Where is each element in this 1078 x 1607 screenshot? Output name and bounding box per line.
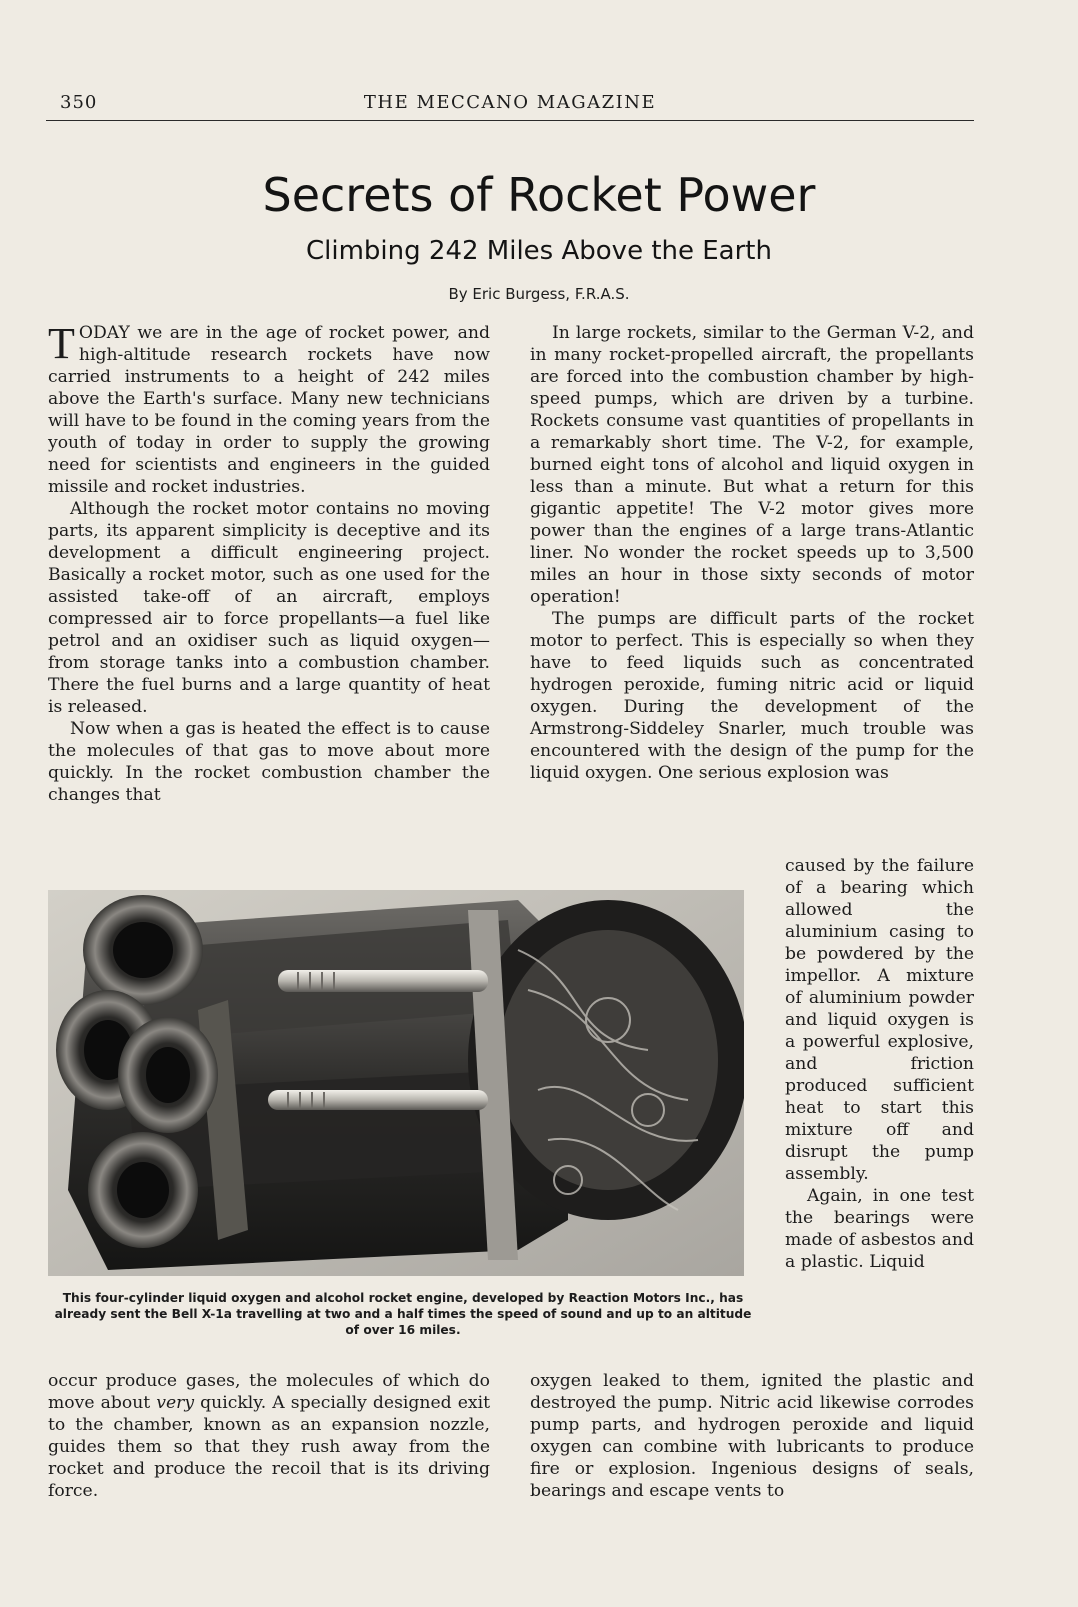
running-head xyxy=(46,92,974,121)
magazine-title: THE MECCANO MAGAZINE xyxy=(363,92,657,113)
rocket-engine-illustration xyxy=(48,890,744,1276)
article-subtitle: Climbing 242 Miles Above the Earth xyxy=(306,236,772,266)
right-column-upper xyxy=(530,322,974,784)
page-number: 350 xyxy=(60,92,98,113)
paragraph: Now when a gas is heated the effect is to cause the molecules of that gas to move about more quickly. In the rocket combustion chamber the changes that xyxy=(48,719,490,805)
left-column-upper xyxy=(48,319,490,806)
text-run: quickly. A specially designed exit to the chamber, known as an expansion nozzle, guides them so that they rush away from the rocket and produce the recoil that is its driving force. xyxy=(48,1393,490,1501)
text-run: occur produce gases, the molecules of which do move about xyxy=(48,1371,490,1413)
paragraph-continued: caused by the failure of a bearing which allowed the aluminium casing to be powdered by the impellor. A mixture of aluminium powder and liquid oxygen is a powerful explosive, and friction produced sufficient heat to start this mixture off and disrupt the pump assembly. xyxy=(785,856,974,1184)
drop-cap: T xyxy=(48,319,75,368)
byline: By Eric Burgess, F.R.A.S. xyxy=(448,285,630,303)
paragraph-intro xyxy=(48,319,490,498)
article-title: Secrets of Rocket Power xyxy=(262,168,816,222)
emphasis-text: very xyxy=(156,1393,195,1413)
paragraph-continued: oxygen leaked to them, ignited the plastic and destroyed the pump. Nitric acid likewise corrodes pump parts, and hydrogen peroxide and liquid oxygen can combine with lubricants to produce fire or explosion. Ingenious designs of seals, bearings and escape vents to xyxy=(530,1371,974,1501)
right-column-lower xyxy=(530,1370,974,1502)
paragraph-intro-text: ODAY we are in the age of rocket power, and high-altitude research rockets have now carried instruments to a height of 242 miles above the Earth's surface. Many new technicians will have to be found in the coming years from the youth of today in order to supply the growing need for scientists and engineers in the guided missile and rocket industries. xyxy=(48,323,490,497)
paragraph: In large rockets, similar to the German V-2, and in many rocket-propelled aircraft, the propellants are forced into the combustion chamber by high-speed pumps, which are driven by a turbine. Rockets consume vast quantities of propellants in a remarkably short time. The V-2, for example, burned eight tons of alcohol and liquid oxygen in less than a minute. But what a return for this gigantic appetite! The V-2 motor gives more power than the engines of a large trans-Atlantic liner. No wonder the rocket speeds up to 3,500 miles an hour in those sixty seconds of motor operation! xyxy=(530,323,974,607)
paragraph-continued xyxy=(48,1370,490,1502)
photo-caption: This four-cylinder liquid oxygen and alcohol rocket engine, developed by Reaction Motors Inc., has already sent the Bell X-1a travelling at two and a half times the speed of sound and up to an altitude of over 16 miles. xyxy=(54,1291,752,1337)
right-column-narrow xyxy=(785,855,974,1273)
paragraph: Again, in one test the bearings were made of asbestos and a plastic. Liquid xyxy=(785,1186,974,1272)
left-column-lower xyxy=(48,1370,490,1502)
rocket-engine-photo xyxy=(48,890,744,1276)
paragraph: The pumps are difficult parts of the rocket motor to perfect. This is especially so when they have to feed liquids such as concentrated hydrogen peroxide, fuming nitric acid or liquid oxygen. During the development of the Armstrong-Siddeley Snarler, much trouble was encountered with the design of the pump for the liquid oxygen. One serious explosion was xyxy=(530,609,974,783)
paragraph: Although the rocket motor contains no moving parts, its apparent simplicity is deceptive and its development a difficult engineering project. Basically a rocket motor, such as one used for the assisted take-off of an aircraft, employs compressed air to force propellants—a fuel like petrol and an oxidiser such as liquid oxygen—from storage tanks into a combustion chamber. There the fuel burns and a large quantity of heat is released. xyxy=(48,499,490,717)
